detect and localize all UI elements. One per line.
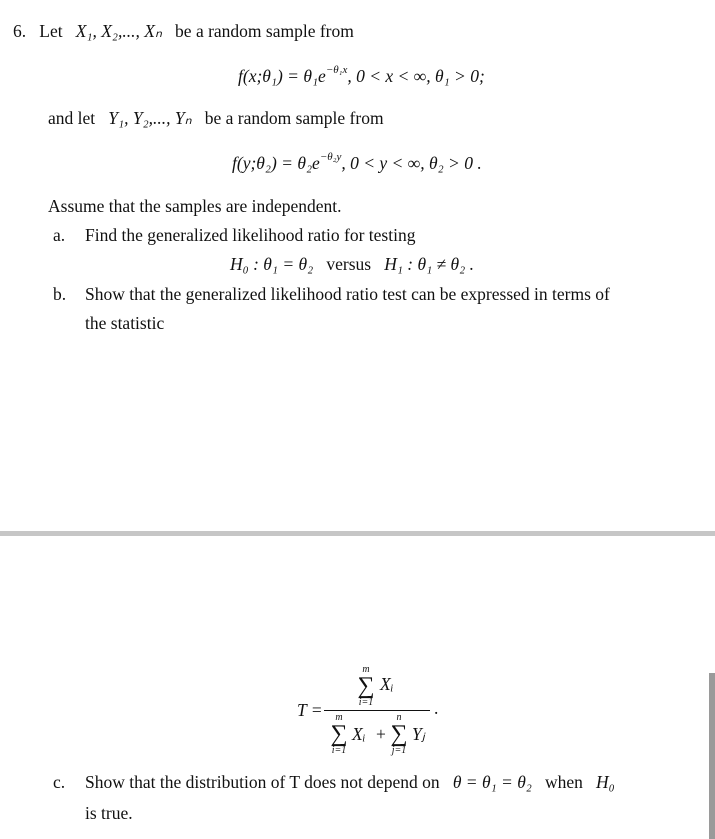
text: be a random sample from (204, 108, 384, 128)
denominator-sum-x (328, 712, 350, 756)
part-c-label: c. (53, 772, 66, 792)
statistic-formula (297, 662, 450, 762)
part-b-text-2: the statistic (85, 313, 165, 333)
pdf-x-tail: , 0 < x < ∞, θ₁ > 0; (347, 66, 485, 86)
upper-limit: m (335, 712, 343, 723)
assumption: Assume that the samples are independent. (48, 196, 342, 216)
pdf-y-main: f(y;θ₂) = θ₂e (232, 153, 320, 173)
upper-limit: m (362, 664, 370, 675)
null-hypothesis: H₀ (596, 772, 615, 792)
scrollbar[interactable] (709, 673, 715, 839)
pdf-y (232, 151, 482, 174)
text: versus (326, 254, 372, 274)
denominator-sum-y (388, 712, 410, 756)
part-a-label: a. (53, 225, 66, 245)
part-b-label: b. (53, 284, 67, 304)
part-a-text: Find the generalized likelihood ratio for testing (85, 225, 416, 245)
part-c-line (85, 772, 615, 793)
lower-limit: j=1 (391, 745, 407, 756)
pdf-y-exponent: −θ₂y (319, 151, 342, 163)
text: Let (39, 21, 63, 41)
pdf-x-exponent: −θ₁x (325, 64, 348, 76)
text: when (545, 772, 583, 792)
period: . (434, 698, 439, 718)
hypotheses (230, 254, 474, 275)
theta-equality: θ = θ₁ = θ₂ (452, 772, 532, 792)
part-c-text: Show that the distribution of T does not depend on (85, 772, 440, 792)
lower-limit: i=1 (331, 745, 347, 756)
null-hypothesis: H₀ : θ₁ = θ₂ (230, 254, 314, 274)
plus: + (376, 724, 386, 744)
page-separator (0, 531, 715, 536)
problem-line-1 (13, 21, 354, 42)
problem-line-2 (48, 108, 384, 129)
fraction-bar (324, 710, 430, 711)
sigma-symbol: ∑ (330, 721, 348, 747)
text: and let (48, 108, 96, 128)
pdf-x-main: f(x;θ₁) = θ₁e (238, 66, 326, 86)
pdf-y-tail: , 0 < y < ∞, θ₂ > 0 . (341, 153, 482, 173)
pdf-x (238, 64, 485, 87)
text: be a random sample from (175, 21, 354, 41)
numerator-sum (355, 664, 377, 708)
alt-hypothesis: H₁ : θ₁ ≠ θ₂ . (384, 254, 474, 274)
sigma-symbol: ∑ (390, 721, 408, 747)
numerator-x: Xᵢ (380, 674, 394, 694)
problem-number: 6. (13, 21, 27, 41)
lower-limit: i=1 (358, 697, 374, 708)
sigma-symbol: ∑ (357, 673, 375, 699)
part-c-text-2: is true. (85, 803, 133, 823)
part-b-text: Show that the generalized likelihood ratio test can be expressed in terms of (85, 284, 610, 304)
x-sample: X₁, X₂,..., Xₙ (75, 21, 162, 41)
formula-lhs: T = (297, 700, 323, 720)
upper-limit: n (396, 712, 402, 723)
y-sample: Y₁, Y₂,..., Yₙ (108, 108, 192, 128)
denominator-x: Xᵢ (352, 724, 366, 744)
denominator-y: Yⱼ (412, 724, 425, 744)
